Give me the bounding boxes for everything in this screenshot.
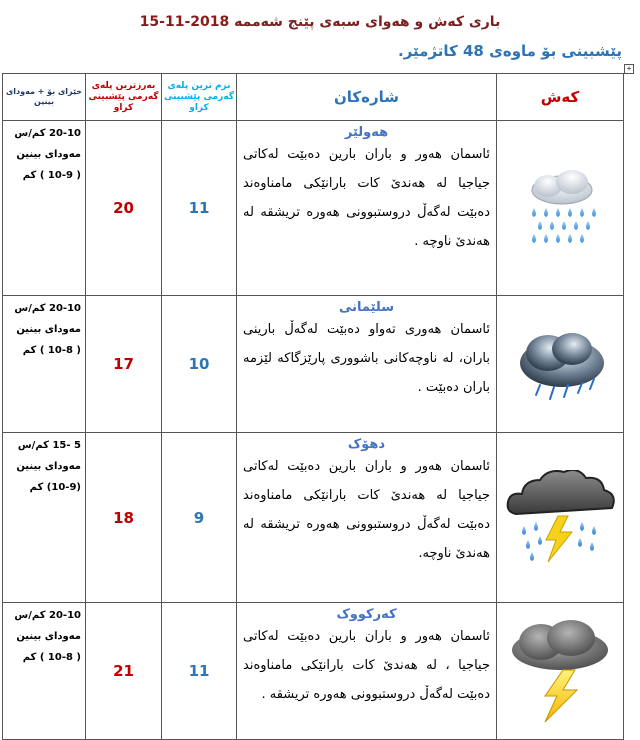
max-temp: 21 xyxy=(86,603,162,740)
city-name: هەولێر xyxy=(344,125,389,140)
visibility-label: مەودای بینین xyxy=(16,149,81,160)
description-cell xyxy=(237,433,497,603)
min-temp: 11 xyxy=(162,603,237,740)
wind-cell xyxy=(3,603,86,740)
city-name: سلێمانی xyxy=(338,300,395,315)
min-temp: 11 xyxy=(162,121,237,296)
table-header-row xyxy=(3,74,624,121)
header-max-temp: بەرزترین پلەی گەرمی پێشبینی کراو xyxy=(86,74,162,121)
table-expand-handle[interactable]: + xyxy=(624,64,634,74)
visibility-range: ( 10-8 ) کم xyxy=(22,345,81,356)
table-row xyxy=(3,296,624,433)
weather-icon-cell xyxy=(497,603,624,740)
visibility-label: مەودای بینین xyxy=(16,631,81,642)
min-temp: 9 xyxy=(162,433,237,603)
city-name: دهۆک xyxy=(347,437,386,452)
thunder-cloud-icon xyxy=(505,616,615,726)
visibility-label: مەودای بینین xyxy=(16,461,81,472)
rain-cloud-icon xyxy=(518,166,602,250)
description-cell xyxy=(237,296,497,433)
description-cell xyxy=(237,603,497,740)
wind-cell xyxy=(3,296,86,433)
max-temp: 20 xyxy=(86,121,162,296)
header-weather: کەش xyxy=(497,74,624,121)
max-temp: 17 xyxy=(86,296,162,433)
storm-cloud-icon xyxy=(510,319,610,409)
table-row xyxy=(3,603,624,740)
header-min-temp: نزم ترین پلەی گەرمی پێشبینی کراو xyxy=(162,74,237,121)
table-row xyxy=(3,121,624,296)
max-temp: 18 xyxy=(86,433,162,603)
page-title xyxy=(0,14,640,30)
visibility-range: ( 10-9 ) کم xyxy=(22,170,81,181)
table-row xyxy=(3,433,624,603)
visibility-range: (10-9) کم xyxy=(29,482,81,493)
forecast-table xyxy=(2,73,624,740)
visibility-label: مەودای بینین xyxy=(16,324,81,335)
title-date: 2018-11-15 xyxy=(139,14,230,30)
wind-cell xyxy=(3,121,86,296)
city-name: کەرکووک xyxy=(336,607,397,622)
page-subtitle: پێشبینی بۆ ماوەی 48 کاتژمێر. xyxy=(398,42,622,60)
forecast-text: ئاسمان هەوری تەواو دەبێت لەگەڵ بارینی باران، لە ناوچەکانی باشووری پارێزگاکە لێزمە باران دەبێت . xyxy=(243,322,490,395)
thunder-rain-icon xyxy=(502,470,618,566)
wind-cell xyxy=(3,433,86,603)
min-temp: 10 xyxy=(162,296,237,433)
weather-icon-cell xyxy=(497,296,624,433)
wind-speed: 5 -15 کم/س xyxy=(17,440,81,451)
header-wind: خێرای بۆ + مەودای بینین xyxy=(3,74,86,121)
wind-speed: 20-10 کم/س xyxy=(14,128,81,139)
wind-speed: 20-10 کم/س xyxy=(14,610,81,621)
header-cities: شارەکان xyxy=(237,74,497,121)
forecast-text: ئاسمان هەور و باران بارین دەبێت لەکاتی جیاجیا ، لە هەندێ کات بارانێکی مامناوەند دەبێت لەگەڵ دروستبوونی هەورە تریشقە . xyxy=(243,629,490,702)
forecast-text: ئاسمان هەور و باران بارین دەبێت لەکاتی جیاجیا لە هەندێ کات بارانێکی مامناوەند دەبێت لەگەڵ دروستبوونی هەورە تریشقە لە هەندێ ناوچە. xyxy=(243,459,490,561)
forecast-text: ئاسمان هەور و باران بارین دەبێت لەکاتی جیاجیا لە هەندێ کات بارانێکی مامناوەند دەبێت لەگەڵ دروستبوونی هەورە تریشقە لە هەندێ ناوچە . xyxy=(243,147,490,249)
title-text: باری کەش و هەوای سبەی پێنج شەممە xyxy=(234,14,501,30)
description-cell xyxy=(237,121,497,296)
weather-icon-cell xyxy=(497,121,624,296)
visibility-range: ( 10-8 ) کم xyxy=(22,652,81,663)
weather-icon-cell xyxy=(497,433,624,603)
wind-speed: 20-10 کم/س xyxy=(14,303,81,314)
